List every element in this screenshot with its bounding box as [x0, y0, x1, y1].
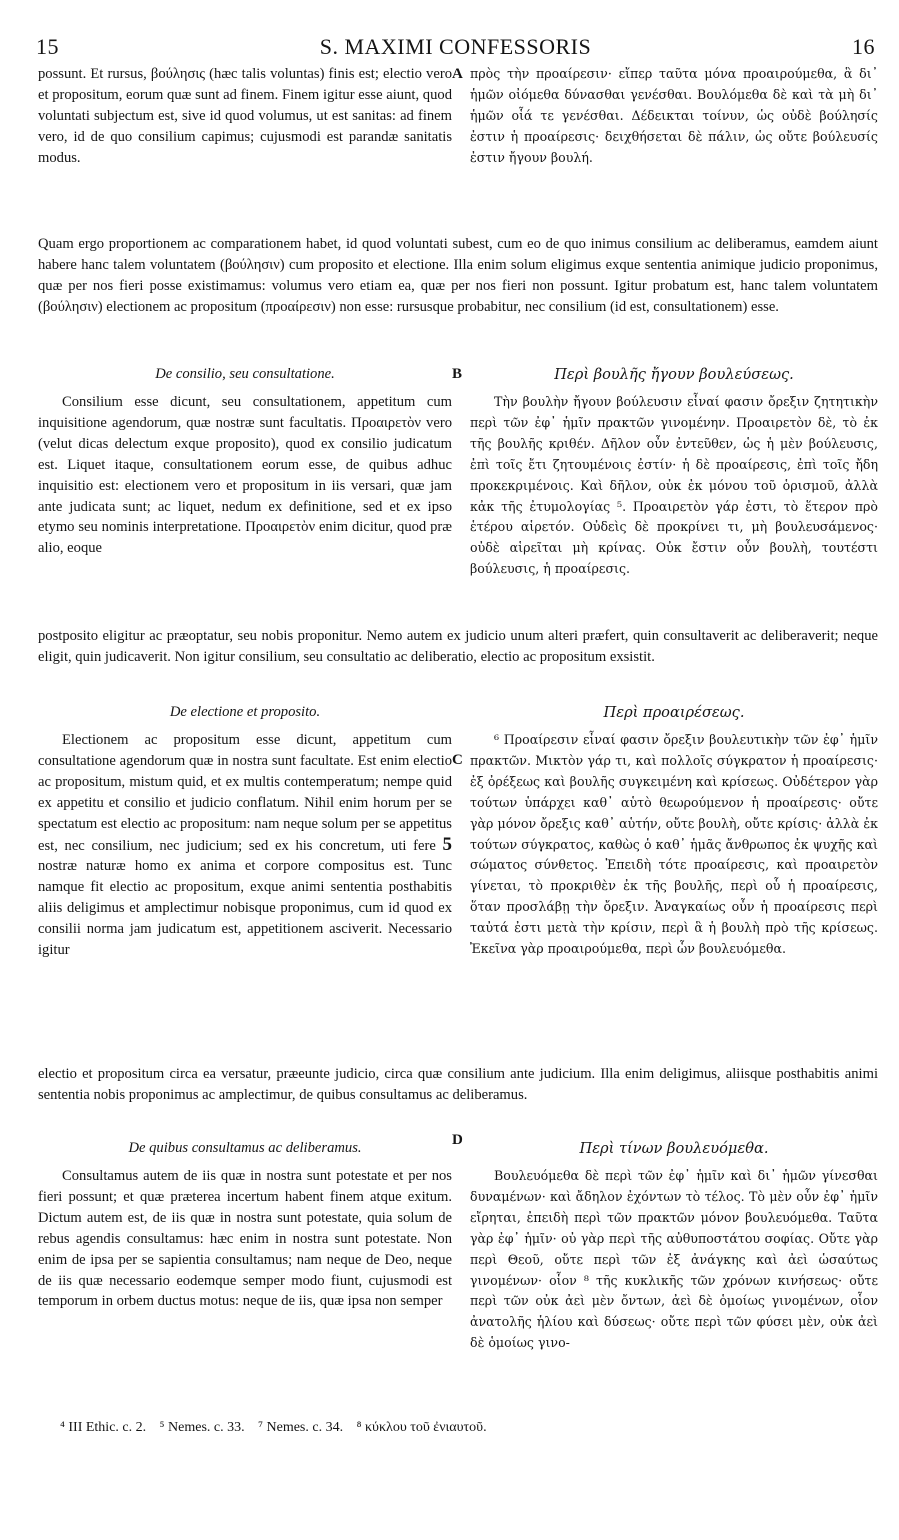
latin-section-heading-electione: De electione et proposito. [169, 704, 321, 720]
left-page-number: 15 [36, 34, 59, 59]
running-header [36, 30, 875, 62]
margin-marker-a: A [452, 66, 463, 82]
full-text: postposito eligitur ac præoptatur, seu nobis proponitur. Nemo autem ex judicio unum alteri præfert, quin consultaverit ac deliberaverit; neque eligit, quin judicaverit. Non igitur consilium, seu consultatio ac deliberatio, electio ac propositum exsistit. [38, 628, 878, 665]
greek-text: πρὸς τὴν προαίρεσιν· εἴπερ ταῦτα μόνα προαιρούμεθα, ἃ δι᾽ ἡμῶν οἰόμεθα δύνασθαι γενέσθαι. Βουλόμεθα δὲ καὶ τὰ μὴ δι᾽ ἡμῶν οἷά τε γενέσθαι. Δέδεικται τοίνυν, ὡς οὐδὲ βούλησίς ἐστιν ἡ προαίρεσις· δειχθήσεται δὲ πάλιν, ὡς οὔτε βούλευσίς ἐστιν ἤγουν βουλή. [470, 66, 878, 165]
footnote: ⁷ Nemes. c. 34. [258, 1420, 344, 1435]
latin-column-intro [38, 64, 452, 169]
greek-section-heading-proaireseos: Περὶ προαιρέσεως. [603, 704, 745, 721]
greek-text: Βουλευόμεθα δὲ περὶ τῶν ἐφ᾽ ἡμῖν καὶ δι᾽ ἡμῶν γίνεσθαι δυναμένων· καὶ ἄδηλον ἐχόντων τὸ τέλος. Τὸ μὲν οὖν ἐφ᾽ ἡμῖν εἴρηται, ἐπειδὴ περὶ τῶν πρακτῶν μόνον βουλευόμεθα. Ταῦτα γὰρ ἐφ᾽ ἡμῖν· οὐ γὰρ περὶ τῆς αὐθυποστάτου σοφίας. Οὔτε γὰρ περὶ Θεοῦ, οὔτε περὶ τῶν ἐξ ἀνάγκης καὶ ἀεὶ ὡσαύτως γινομένων· οἷον ⁸ τῆς κυκλικῆς τῶν χρόνων κινήσεως· οὔτε περὶ τῶν οὐκ ἀεὶ μὲν ὄντων, ἀεὶ δὲ ὁμοίως γινομένων, οἷον ἀνατολῆς ἡλίου καὶ δύσεως· οὔτε περὶ τῶν φύσει μὲν, οὐκ ἀεὶ δὲ ὁμοίως γινο- [470, 1168, 878, 1351]
latin-column-consilio [38, 392, 452, 559]
right-page-number: 16 [852, 34, 875, 59]
running-title: S. MAXIMI CONFESSORIS [319, 34, 592, 59]
latin-column-consultamus [38, 1166, 452, 1312]
latin-section-heading-consultamus: De quibus consultamus ac deliberamus. [128, 1140, 362, 1156]
full-text: Quam ergo proportionem ac comparationem habet, id quod voluntati subest, cum eo de quo inimus consilium ac deliberamus, eamdem aiunt habere hanc talem voluntatem (βούλησιν) cum proposito et electione. Illa enim solum eligimus exque sententia animique judicio proponimus, quæ per nos fieri posse existimamus: volumus vero etiam ea, quæ per nos fieri non possunt. Igitur probatum est, hanc talem voluntatem (βούλησιν) electionem ac propositum (προαίρεσιν) non esse: rursusque probabitur, nec consilium (id est, consultationem) esse. [38, 236, 878, 315]
latin-section-heading-consilio: De consilio, seu consultatione. [155, 366, 335, 382]
greek-column-bouleuometha [470, 1166, 878, 1354]
footnotes [60, 1420, 497, 1436]
latin-text: possunt. Et rursus, βούλησις (hæc talis voluntas) finis est; electio vero et propositum, eorum quæ sunt ad finem. Finem igitur esse aiunt, quod voluntati subjectum est, sive id quod volumus, ut est sanitas: ad finem vero, id de quo consilium capimus; cujusmodi est parandæ sanitatis modus. [38, 66, 452, 166]
footnote: ⁴ III Ethic. c. 2. [60, 1420, 147, 1435]
greek-section-heading-bouleuometha: Περὶ τίνων βουλευόμεθα. [579, 1140, 769, 1157]
full-text: electio et propositum circa ea versatur, præeunte judicio, circa quæ consilium ante judicium. Illa enim deligimus, aliisque posthabitis animi sententia nobis proponimus ac amplectimur, de quibus consultamus ac deliberamus. [38, 1066, 878, 1103]
greek-section-heading-boules: Περὶ βουλῆς ἤγουν βουλεύσεως. [554, 366, 794, 383]
full-width-paragraph-intro [38, 234, 878, 318]
footnote: ⁸ κύκλου τοῦ ἐνιαυτοῦ. [356, 1420, 487, 1435]
greek-column-boules [470, 392, 878, 580]
margin-marker-c: C [452, 752, 463, 768]
chapter-number: 5 [442, 833, 453, 855]
greek-text: Τὴν βουλὴν ἤγουν βούλευσιν εἶναί φασιν ὄρεξιν ζητητικὴν περὶ τῶν ἐφ᾽ ἡμῖν πρακτῶν γινομένην. Προαιρετὸν δὲ, τὸ ἐκ τῆς βουλῆς κριθέν. Δῆλον οὖν ἐντεῦθεν, ὡς ἡ μὲν βούλευσις, ἐπὶ τοῖς ἔτι ζητουμένοις ἐστίν· ἡ δὲ προαίρεσις, ἐπὶ τοῖς ἤδη προκεκριμένοις. Καὶ δῆλον, οὐκ ἐκ μόνου τοῦ ὁρισμοῦ, ἀλλὰ κἀκ τῆς ἐτυμολογίας ⁵. Προαιρετὸν γάρ ἐστι, τὸ ἕτερον πρὸ ἑτέρου αἱρετόν. Οὐδεὶς δὲ προκρίνει τι, μὴ βουλευσάμενος· οὐδὲ αἱρεῖται μὴ κρίνας. Οὐκ ἔστιν οὖν βουλὴ, τουτέστι βούλευσις, ἡ προαίρεσις. [470, 394, 878, 577]
full-width-paragraph-electione [38, 1064, 878, 1106]
greek-column-intro [470, 64, 878, 169]
margin-marker-d: D [452, 1132, 463, 1148]
full-width-paragraph-consilio [38, 626, 878, 668]
latin-text: Consilium esse dicunt, seu consultationem, appetitum cum inquisitione agendorum, quæ nostræ sunt facultatis. Προαιρετὸν vero (velut dicas delectum exque proposito), quod ex consilio judicatum est. Liquet itaque, consultationem eorum esse, de quibus adhuc inquisitio est: electionem vero et propositum in iis versari, quæ jam ante judicata sunt; ac liquet, nedum ex definitione, sed et ex ipso etymo seu nominis interpretatione. Προαιρετὸν enim dicitur, quod præ alio, eoque [38, 394, 452, 557]
latin-column-electione [38, 730, 452, 961]
margin-marker-b: B [452, 366, 463, 382]
greek-column-proaireseos [470, 730, 878, 960]
footnote: ⁵ Nemes. c. 33. [159, 1420, 245, 1435]
latin-text: Consultamus autem de iis quæ in nostra sunt potestate et per nos fieri possunt; et quæ præterea incertum habent finem atque exitum. Dictum autem est, de iis quæ in nostra sunt potestate, quia solum de rebus agendis consultamus: hæc enim in nostra sunt potestate. Non enim de ipsa per se sapientia consultamus; nam neque de Deo, neque de iis quæ necessario eodemque semper modo fiunt, cujusmodi est temporum in orbem ductus motus: neque de iis, quæ ipsa non semper [38, 1168, 452, 1310]
greek-text: ⁶ Προαίρεσιν εἶναί φασιν ὄρεξιν βουλευτικὴν τῶν ἐφ᾽ ἡμῖν πρακτῶν. Μικτὸν γάρ τι, καὶ πολλοῖς σύγκρατον ἡ προαίρεσις· ἐξ ὀρέξεως καὶ βουλῆς συγκειμένη καὶ κρίσεως. Οὐδέτερον γὰρ τούτων ὑπάρχει καθ᾽ αὑτὸ θεωρούμενον ἡ προαίρεσις· οὔτε γὰρ μόνον ὄρεξις καθ᾽ αὑτήν, οὔτε βουλὴ, οὔτε κρίσις· ἀλλὰ ἐκ τούτων σύγκρατος, καθὼς ὁ καθ᾽ ἡμᾶς ἄνθρωπος ἐκ ψυχῆς καὶ σώματος σύνθετος. Ἐπειδὴ τότε προαίρεσις, καὶ προαιρετὸν γίνεται, τὸ προκριθὲν ἐκ τῆς βουλῆς, περὶ οὗ ἡ προαίρεσις, ὅταν προσλάβῃ τὴν ὄρεξιν. Ἀναγκαίως οὖν ἡ προαίρεσις περὶ ταὐτά ἐστι μετὰ τὴν κρίσιν, περὶ ἃ ἡ βουλὴ πρὸ τῆς κρίσεως. Ἐκεῖνα γὰρ προαιρούμεθα, περὶ ὧν βουλευόμεθα. [470, 732, 878, 957]
latin-text: Electionem ac propositum esse dicunt, appetitum cum consultatione agendorum quæ in nostra sunt facultate. Est enim electio ac propositum, mistum quid, et ex multis contemperatum; nempe quid ex appetitu et consilio et judicio conflatum. Nihil enim horum per se spectatum est electio ac propositum: nam neque solum per se appetitus est, nec consilium, nec judicium; sed ex his concretum, uti fere 5 nostræ naturæ homo ex anima et corpore compositus est. Tunc namque fit electio ac propositum, exque animi sententia posthabitis aliis deligimus et amplectimur nobisque proponimus, cum id quod ex consilii norma jam judicatum est, appetitionem asciverit. Necessario igitur [38, 732, 453, 959]
